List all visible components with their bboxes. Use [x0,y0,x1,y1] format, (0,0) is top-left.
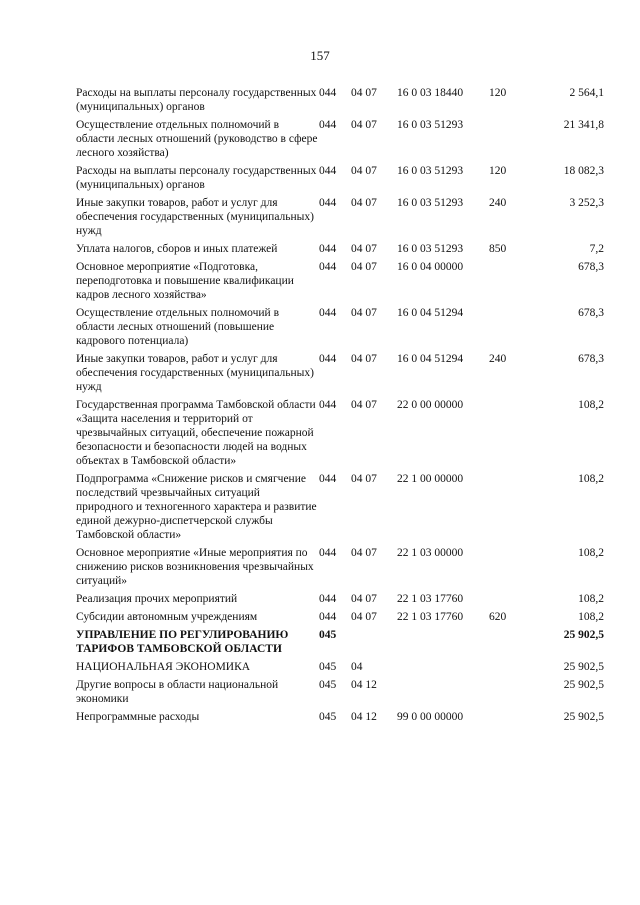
row-name: Государственная программа Тамбовской области «Защита населения и территорий от чрезвычайных ситуаций, обеспечение пожарной безопасности и безопасности людей на водных объектах в Тамбовской области» [76,399,316,467]
amount: 678,3 [578,261,604,273]
section-code: 04 07 [351,261,377,273]
expense-type-code: 120 [489,87,507,99]
target-article-code: 16 0 03 18440 [397,87,464,99]
expense-type-code: 240 [489,353,507,365]
section-code: 04 12 [351,679,377,691]
ministry-code: 044 [319,197,337,209]
section-code [351,628,397,660]
section-code: 04 07 [351,353,377,365]
amount: 108,2 [578,593,604,605]
section-code: 04 07 [351,165,377,177]
expense-type-code: 240 [489,197,507,209]
table-row [76,592,604,610]
section-code: 04 07 [351,473,377,485]
table-row [76,352,604,398]
table-row [76,678,604,710]
amount: 21 341,8 [563,119,604,131]
table-row [76,710,604,728]
page-number: 157 [310,48,330,63]
row-name: Уплата налогов, сборов и иных платежей [76,243,278,255]
target-article-code: 16 0 04 51294 [397,307,464,319]
ministry-code: 045 [319,679,337,691]
row-name: Непрограммные расходы [76,711,200,723]
amount: 18 082,3 [563,165,604,177]
ministry-code: 044 [319,353,337,365]
table-row [76,86,604,118]
amount: 108,2 [578,547,604,559]
ministry-code: 044 [319,473,337,485]
expense-type-code [489,710,527,728]
ministry-code: 044 [319,119,337,131]
expense-type-code: 620 [489,611,507,623]
expense-type-code [489,260,527,306]
amount: 108,2 [578,473,604,485]
budget-table [76,86,604,728]
section-code: 04 07 [351,399,377,411]
amount: 25 902,5 [563,629,604,641]
target-article-code: 16 0 03 51293 [397,197,464,209]
target-article-code [397,660,489,678]
table-row [76,242,604,260]
target-article-code: 99 0 00 00000 [397,711,464,723]
budget-table-body [76,86,604,728]
row-name: Осуществление отдельных полномочий в области лесных отношений (повышение кадрового потенциала) [76,307,280,347]
target-article-code: 16 0 04 51294 [397,353,464,365]
expense-type-code [489,628,527,660]
expense-type-code [489,546,527,592]
section-code: 04 07 [351,307,377,319]
ministry-code: 044 [319,593,337,605]
target-article-code: 16 0 03 51293 [397,165,464,177]
expense-type-code [489,118,527,164]
table-row [76,398,604,472]
amount: 678,3 [578,307,604,319]
ministry-code: 044 [319,611,337,623]
table-row [76,196,604,242]
section-code: 04 07 [351,593,377,605]
target-article-code: 22 1 03 00000 [397,547,464,559]
table-row [76,610,604,628]
ministry-code: 044 [319,87,337,99]
table-row [76,660,604,678]
amount: 25 902,5 [563,679,604,691]
section-code: 04 07 [351,197,377,209]
section-code: 04 07 [351,87,377,99]
section-code: 04 07 [351,119,377,131]
ministry-code: 044 [319,261,337,273]
section-code: 04 07 [351,243,377,255]
ministry-code: 044 [319,547,337,559]
ministry-code: 045 [319,711,337,723]
section-code: 04 07 [351,611,377,623]
amount: 3 252,3 [569,197,604,209]
row-name: Подпрограмма «Снижение рисков и смягчение последствий чрезвычайных ситуаций природного и техногенного характера и развитие единой дежурно-диспетчерской службы Тамбовской области» [76,473,317,541]
amount: 7,2 [589,243,604,255]
table-row [76,472,604,546]
target-article-code: 22 1 00 00000 [397,473,464,485]
target-article-code: 22 1 03 17760 [397,593,464,605]
row-name: Иные закупки товаров, работ и услуг для обеспечения государственных (муниципальных) нужд [76,353,314,393]
target-article-code [397,628,489,660]
ministry-code: 044 [319,307,337,319]
row-name: НАЦИОНАЛЬНАЯ ЭКОНОМИКА [76,661,251,673]
table-row [76,164,604,196]
target-article-code: 22 0 00 00000 [397,399,464,411]
expense-type-code [489,678,527,710]
section-code: 04 12 [351,711,377,723]
target-article-code [397,678,489,710]
target-article-code: 16 0 03 51293 [397,243,464,255]
section-code: 04 [351,661,363,673]
row-name: Осуществление отдельных полномочий в области лесных отношений (руководство в сфере лесного хозяйства) [76,119,318,159]
ministry-code: 044 [319,165,337,177]
expense-type-code [489,660,527,678]
table-row [76,260,604,306]
expense-type-code: 850 [489,243,507,255]
row-name: Субсидии автономным учреждениям [76,611,258,623]
row-name: УПРАВЛЕНИЕ ПО РЕГУЛИРОВАНИЮ ТАРИФОВ ТАМБОВСКОЙ ОБЛАСТИ [76,629,289,655]
ministry-code: 044 [319,243,337,255]
target-article-code: 16 0 03 51293 [397,119,464,131]
amount: 25 902,5 [563,661,604,673]
row-name: Расходы на выплаты персоналу государственных (муниципальных) органов [76,87,317,113]
ministry-code: 045 [319,629,337,641]
section-code: 04 07 [351,547,377,559]
target-article-code: 22 1 03 17760 [397,611,464,623]
expense-type-code [489,398,527,472]
row-name: Иные закупки товаров, работ и услуг для обеспечения государственных (муниципальных) нужд [76,197,314,237]
expense-type-code [489,472,527,546]
row-name: Основное мероприятие «Иные мероприятия по снижению рисков возникновения чрезвычайных ситуаций» [76,547,314,587]
row-name: Другие вопросы в области национальной экономики [76,679,279,705]
amount: 25 902,5 [563,711,604,723]
expense-type-code [489,306,527,352]
table-row [76,628,604,660]
amount: 108,2 [578,611,604,623]
row-name: Расходы на выплаты персоналу государственных (муниципальных) органов [76,165,317,191]
amount: 108,2 [578,399,604,411]
expense-type-code [489,592,527,610]
ministry-code: 045 [319,661,337,673]
row-name: Реализация прочих мероприятий [76,593,238,605]
ministry-code: 044 [319,399,337,411]
target-article-code: 16 0 04 00000 [397,261,464,273]
expense-type-code: 120 [489,165,507,177]
amount: 2 564,1 [569,87,604,99]
table-row [76,546,604,592]
table-row [76,306,604,352]
table-row [76,118,604,164]
amount: 678,3 [578,353,604,365]
row-name: Основное мероприятие «Подготовка, переподготовка и повышение квалификации кадров лесного хозяйства» [76,261,294,301]
